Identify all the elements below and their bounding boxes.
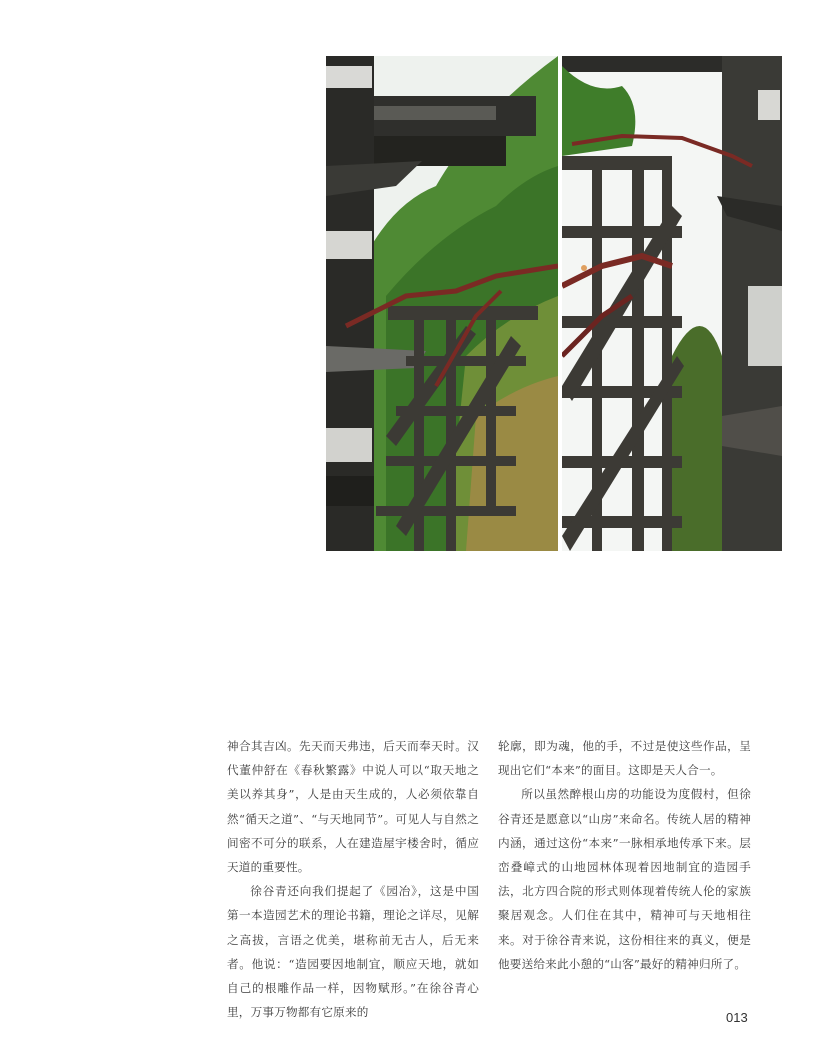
paragraph: 神合其吉凶。先天而天弗违，后天而奉天时。汉代董仲舒在《春秋繁露》中说人可以“取天地之美以养其身”，人是由天生成的，人必须依靠自然“循天之道”、“与天地同节”。可见人与自然之间密不可分的联系，人在建造屋宇楼舍时，循应天道的重要性。 [227,739,479,875]
photo-cliff-walkway-left [326,56,558,551]
page-number: 013 [726,1010,748,1025]
photo-cliff-walkway-left-image [326,56,558,551]
paragraph: 徐谷青还向我们提起了《园冶》，这是中国第一本造园艺术的理论书籍，理论之详尽，见解之高拔，言语之优美，堪称前无古人，后无来者。他说：“造园要因地制宜，顺应天地，就如自己的根雕作品一样，因物赋形。”在徐谷青心里，万事万物都有它原来的 [227,884,479,1020]
photo-timber-stair-right [562,56,782,551]
article-left-column [227,734,479,1024]
paragraph: 所以虽然醉根山房的功能设为度假村，但徐谷青还是愿意以“山房”来命名。传统人居的精神内涵，通过这份“本来”一脉相承地传承下来。层峦叠嶂式的山地园林体现着因地制宜的造园手法，北方四合院的形式则体现着传统人伦的家族聚居观念。人们住在其中，精神可与天地相往来。对于徐谷青来说，这份相往来的真义，便是他要送给来此小憩的“山客”最好的精神归所了。 [498,787,751,971]
paragraph: 轮廓，即为魂，他的手，不过是使这些作品，呈现出它们“本来”的面目。这即是天人合一。 [498,739,751,778]
photo-timber-stair-right-image [562,56,782,551]
article-right-column [498,734,751,976]
